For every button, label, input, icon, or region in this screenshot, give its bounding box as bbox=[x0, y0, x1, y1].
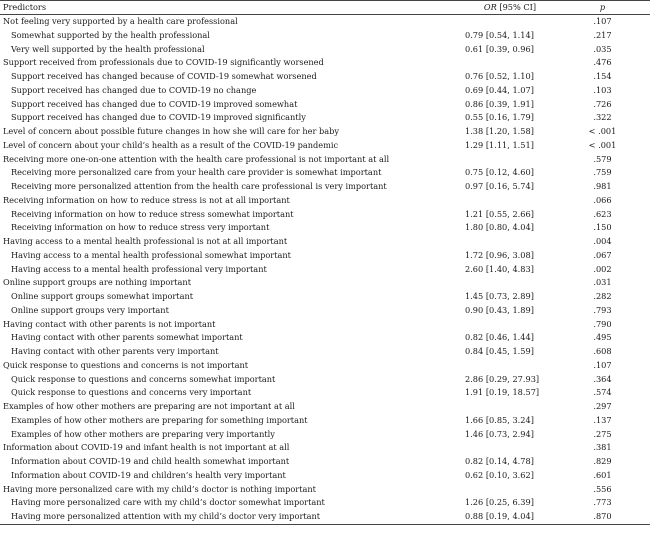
or-ci-header bbox=[465, 1, 555, 15]
odds-ratio-ci bbox=[465, 441, 555, 455]
table-row bbox=[0, 331, 650, 345]
predictor-label: Having more personalized care with my child’s doctor somewhat important bbox=[11, 497, 325, 508]
odds-ratio-ci bbox=[465, 400, 555, 414]
p-value: .793 bbox=[593, 304, 612, 315]
odds-ratio-ci: 0.82 [0.46, 1.44] bbox=[465, 332, 534, 343]
p-header: p bbox=[599, 2, 606, 12]
table-row bbox=[0, 56, 650, 70]
p-value: .322 bbox=[593, 112, 612, 123]
odds-ratio-ci: 1.29 [1.11, 1.51] bbox=[465, 139, 534, 150]
p-value: .103 bbox=[593, 84, 612, 95]
p-value: .282 bbox=[593, 291, 612, 301]
table-row bbox=[0, 235, 650, 249]
odds-ratio-ci: 0.97 [0.16, 5.74] bbox=[465, 181, 534, 191]
predictor-label: Having access to a mental health professional somewhat important bbox=[11, 249, 291, 260]
predictor-label: Quick response to questions and concerns is not important bbox=[3, 359, 249, 370]
table-row bbox=[0, 111, 650, 125]
p-value: .726 bbox=[593, 98, 612, 109]
table-body bbox=[0, 15, 650, 525]
odds-ratio-ci bbox=[465, 194, 555, 208]
p-value: .495 bbox=[593, 332, 612, 343]
predictor-label: Level of concern about possible future changes in how she will care for her baby bbox=[3, 126, 340, 136]
table-row bbox=[0, 84, 650, 98]
odds-ratio-ci: 0.62 [0.10, 3.62] bbox=[465, 469, 534, 480]
odds-ratio-ci: 0.61 [0.39, 0.96] bbox=[465, 43, 534, 54]
p-value: .035 bbox=[593, 43, 612, 54]
odds-ratio-ci bbox=[465, 153, 555, 167]
table-row bbox=[0, 345, 650, 359]
predictor-label: Support received from professionals due to COVID-19 significantly worsened bbox=[3, 57, 324, 68]
p-value: .759 bbox=[593, 167, 612, 178]
p-value: .297 bbox=[593, 401, 612, 411]
predictor-label: Having contact with other parents somewhat important bbox=[11, 332, 243, 343]
table-row bbox=[0, 139, 650, 153]
table-row bbox=[0, 29, 650, 43]
p-value: .107 bbox=[593, 359, 612, 370]
table-row bbox=[0, 441, 650, 455]
predictor-label: Receiving information on how to reduce stress very important bbox=[11, 222, 270, 233]
odds-ratio-ci: 0.84 [0.45, 1.59] bbox=[465, 346, 534, 356]
odds-ratio-ci: 0.88 [0.19, 4.04] bbox=[465, 511, 534, 521]
odds-ratio-ci: 0.82 [0.14, 4.78] bbox=[465, 456, 534, 466]
table-row bbox=[0, 194, 650, 208]
p-value: .981 bbox=[593, 181, 612, 191]
odds-ratio-ci: 1.91 [0.19, 18.57] bbox=[465, 387, 540, 398]
odds-ratio-ci: 0.79 [0.54, 1.14] bbox=[465, 29, 534, 40]
odds-ratio-ci bbox=[465, 56, 555, 70]
odds-ratio-ci: 1.46 [0.73, 2.94] bbox=[465, 428, 534, 439]
table-row bbox=[0, 483, 650, 497]
odds-ratio-ci: 1.72 [0.96, 3.08] bbox=[465, 249, 534, 260]
odds-ratio-ci bbox=[465, 359, 555, 373]
odds-ratio-ci: 1.21 [0.55, 2.66] bbox=[465, 208, 534, 219]
odds-ratio-ci bbox=[465, 483, 555, 497]
predictor-label: Support received has changed due to COVID-19 improved somewhat bbox=[11, 98, 298, 109]
odds-ratio-ci: 2.86 [0.29, 27.93] bbox=[465, 373, 540, 384]
p-value: .107 bbox=[593, 16, 612, 26]
table-row bbox=[0, 373, 650, 387]
table-row bbox=[0, 359, 650, 373]
p-value: .031 bbox=[593, 277, 612, 288]
p-value: .579 bbox=[593, 153, 612, 164]
p-value: .217 bbox=[593, 29, 612, 40]
or-header-label: OR bbox=[483, 2, 497, 12]
predictor-label: Online support groups are nothing important bbox=[3, 277, 191, 288]
odds-ratio-ci: 1.66 [0.85, 3.24] bbox=[465, 414, 534, 425]
predictor-label: Having contact with other parents very important bbox=[11, 346, 219, 356]
table-row bbox=[0, 180, 650, 194]
predictor-label: Examples of how other mothers are preparing very importantly bbox=[11, 428, 275, 439]
predictor-label: Having more personalized care with my child’s doctor is nothing important bbox=[3, 483, 316, 494]
predictor-label: Information about COVID-19 and child health somewhat important bbox=[11, 456, 290, 466]
odds-ratio-ci bbox=[465, 15, 555, 29]
predictor-label: Having access to a mental health professional very important bbox=[11, 263, 267, 274]
p-value: .608 bbox=[593, 346, 612, 356]
predictor-label: Having contact with other parents is not important bbox=[3, 318, 216, 329]
predictor-label: Having access to a mental health professional is not at all important bbox=[3, 236, 288, 246]
table-row bbox=[0, 318, 650, 332]
table-row bbox=[0, 414, 650, 428]
predictor-label: Somewhat supported by the health professional bbox=[11, 29, 210, 40]
table-row bbox=[0, 43, 650, 57]
predictor-label: Information about COVID-19 and infant health is not important at all bbox=[3, 442, 290, 453]
predictor-label: Receiving more one-on-one attention with the health care professional is not important at all bbox=[3, 153, 390, 164]
table-row bbox=[0, 496, 650, 510]
table-header-row bbox=[0, 1, 650, 15]
predictor-label: Not feeling very supported by a health care professional bbox=[3, 16, 238, 26]
table-row bbox=[0, 15, 650, 29]
odds-ratio-ci: 0.75 [0.12, 4.60] bbox=[465, 167, 534, 178]
table-row bbox=[0, 400, 650, 414]
predictor-label: Online support groups very important bbox=[11, 304, 169, 315]
p-value: .002 bbox=[593, 263, 612, 274]
p-value: .773 bbox=[593, 497, 612, 508]
odds-ratio-ci bbox=[465, 235, 555, 249]
p-value: .556 bbox=[593, 483, 612, 494]
odds-ratio-ci bbox=[465, 318, 555, 332]
table-row bbox=[0, 70, 650, 84]
predictor-label: Support received has changed due to COVID-19 no change bbox=[11, 84, 257, 95]
p-value: .150 bbox=[593, 222, 612, 233]
table-row bbox=[0, 469, 650, 483]
odds-ratio-ci: 1.80 [0.80, 4.04] bbox=[465, 222, 534, 233]
predictor-label: Online support groups somewhat important bbox=[11, 291, 194, 301]
predictor-label: Level of concern about your child’s health as a result of the COVID-19 pandemic bbox=[3, 139, 339, 150]
p-value: < .001 bbox=[588, 139, 617, 150]
predictor-label: Quick response to questions and concerns very important bbox=[11, 387, 252, 398]
p-value: .004 bbox=[593, 236, 612, 246]
odds-ratio-ci bbox=[465, 276, 555, 290]
p-value: .829 bbox=[593, 456, 612, 466]
predictor-label: Support received has changed because of COVID-19 somewhat worsened bbox=[11, 71, 317, 81]
p-value: .067 bbox=[593, 249, 612, 260]
odds-ratio-ci: 1.38 [1.20, 1.58] bbox=[465, 126, 534, 136]
p-value: < .001 bbox=[588, 126, 617, 136]
table-row bbox=[0, 290, 650, 304]
table-row bbox=[0, 304, 650, 318]
predictor-label: Receiving information on how to reduce stress is not at all important bbox=[3, 194, 290, 205]
predictors-header: Predictors bbox=[3, 2, 47, 12]
p-value: .790 bbox=[593, 318, 612, 329]
odds-ratio-ci: 1.45 [0.73, 2.89] bbox=[465, 291, 534, 301]
odds-ratio-ci: 0.69 [0.44, 1.07] bbox=[465, 84, 534, 95]
table-row bbox=[0, 428, 650, 442]
predictor-label: Support received has changed due to COVID-19 improved significantly bbox=[11, 112, 306, 123]
predictor-label: Having more personalized attention with my child’s doctor very important bbox=[11, 511, 321, 521]
table-row bbox=[0, 249, 650, 263]
p-value: .623 bbox=[593, 208, 612, 219]
table-row bbox=[0, 153, 650, 167]
table-row bbox=[0, 276, 650, 290]
predictor-label: Very well supported by the health professional bbox=[11, 43, 205, 54]
p-value: .137 bbox=[593, 414, 612, 425]
p-value: .870 bbox=[593, 511, 612, 521]
odds-ratio-ci: 0.76 [0.52, 1.10] bbox=[465, 71, 534, 81]
p-value: .066 bbox=[593, 194, 612, 205]
odds-ratio-ci: 1.26 [0.25, 6.39] bbox=[465, 497, 534, 508]
table-row bbox=[0, 125, 650, 139]
predictor-label: Receiving more personalized care from your health care provider is somewhat important bbox=[11, 167, 382, 178]
p-value: .364 bbox=[593, 373, 612, 384]
table-row bbox=[0, 208, 650, 222]
predictor-label: Examples of how other mothers are preparing for something important bbox=[11, 414, 308, 425]
odds-ratio-ci: 0.90 [0.43, 1.89] bbox=[465, 304, 534, 315]
p-value: .574 bbox=[593, 387, 612, 398]
p-value: .476 bbox=[593, 57, 612, 68]
table-row bbox=[0, 263, 650, 277]
predictor-label: Examples of how other mothers are preparing are not important at all bbox=[3, 401, 295, 411]
p-value: .381 bbox=[593, 442, 612, 453]
ci-header-label: [95% CI] bbox=[496, 2, 537, 12]
predictor-label: Receiving information on how to reduce stress somewhat important bbox=[11, 208, 294, 219]
odds-ratio-ci: 0.86 [0.39, 1.91] bbox=[465, 98, 534, 109]
table-row bbox=[0, 98, 650, 112]
p-value: .275 bbox=[593, 428, 612, 439]
p-value: .154 bbox=[593, 71, 612, 81]
table-row bbox=[0, 221, 650, 235]
odds-ratio-ci: 2.60 [1.40, 4.83] bbox=[465, 263, 534, 274]
p-value: .601 bbox=[593, 469, 612, 480]
table-row bbox=[0, 510, 650, 524]
odds-ratio-ci: 0.55 [0.16, 1.79] bbox=[465, 112, 534, 123]
table-row bbox=[0, 386, 650, 400]
predictor-label: Information about COVID-19 and children’s health very important bbox=[11, 469, 286, 480]
table-row bbox=[0, 455, 650, 469]
predictor-label: Receiving more personalized attention from the health care professional is very important bbox=[11, 181, 387, 191]
table-row bbox=[0, 166, 650, 180]
predictor-label: Quick response to questions and concerns somewhat important bbox=[11, 373, 276, 384]
